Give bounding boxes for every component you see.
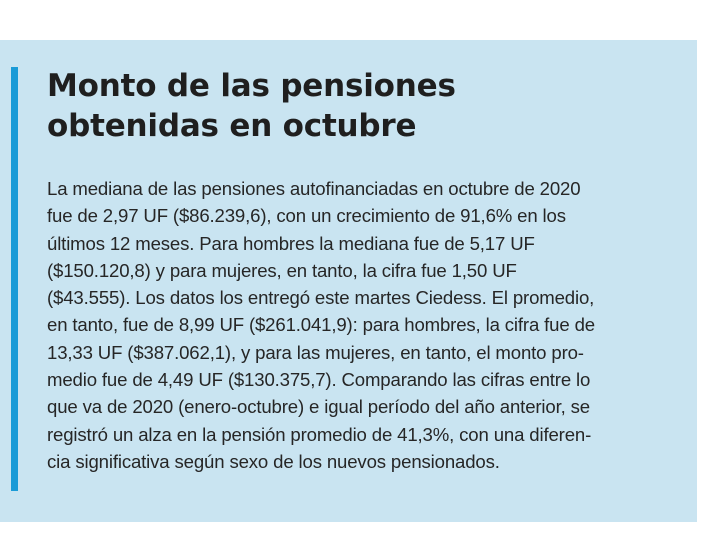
body-line: últimos 12 meses. Para hombres la mediana fue de 5,17 UF (47, 232, 535, 254)
article-title (47, 66, 677, 146)
body-line: ($43.555). Los datos los entregó este martes Ciedess. El promedio, (47, 287, 595, 309)
accent-bar (11, 67, 18, 491)
body-line: en tanto, fue de 8,99 UF ($261.041,9): para hombres, la cifra fue de (47, 314, 595, 336)
article-body (47, 175, 687, 475)
info-box (0, 40, 697, 522)
body-line: 13,33 UF ($387.062,1), y para las mujeres, en tanto, el monto pro- (47, 341, 584, 363)
body-line: que va de 2020 (enero-octubre) e igual período del año anterior, se (47, 396, 590, 418)
body-line: medio fue de 4,49 UF ($130.375,7). Comparando las cifras entre lo (47, 369, 591, 391)
body-line: cia significativa según sexo de los nuevos pensionados. (47, 450, 500, 472)
title-line: obtenidas en octubre (47, 108, 417, 144)
body-line: La mediana de las pensiones autofinanciadas en octubre de 2020 (47, 178, 581, 199)
title-line: Monto de las pensiones (47, 68, 456, 104)
body-line: registró un alza en la pensión promedio de 41,3%, con una diferen- (47, 423, 592, 445)
body-line: fue de 2,97 UF ($86.239,6), con un crecimiento de 91,6% en los (47, 205, 566, 227)
body-line: ($150.120,8) y para mujeres, en tanto, la cifra fue 1,50 UF (47, 259, 517, 281)
